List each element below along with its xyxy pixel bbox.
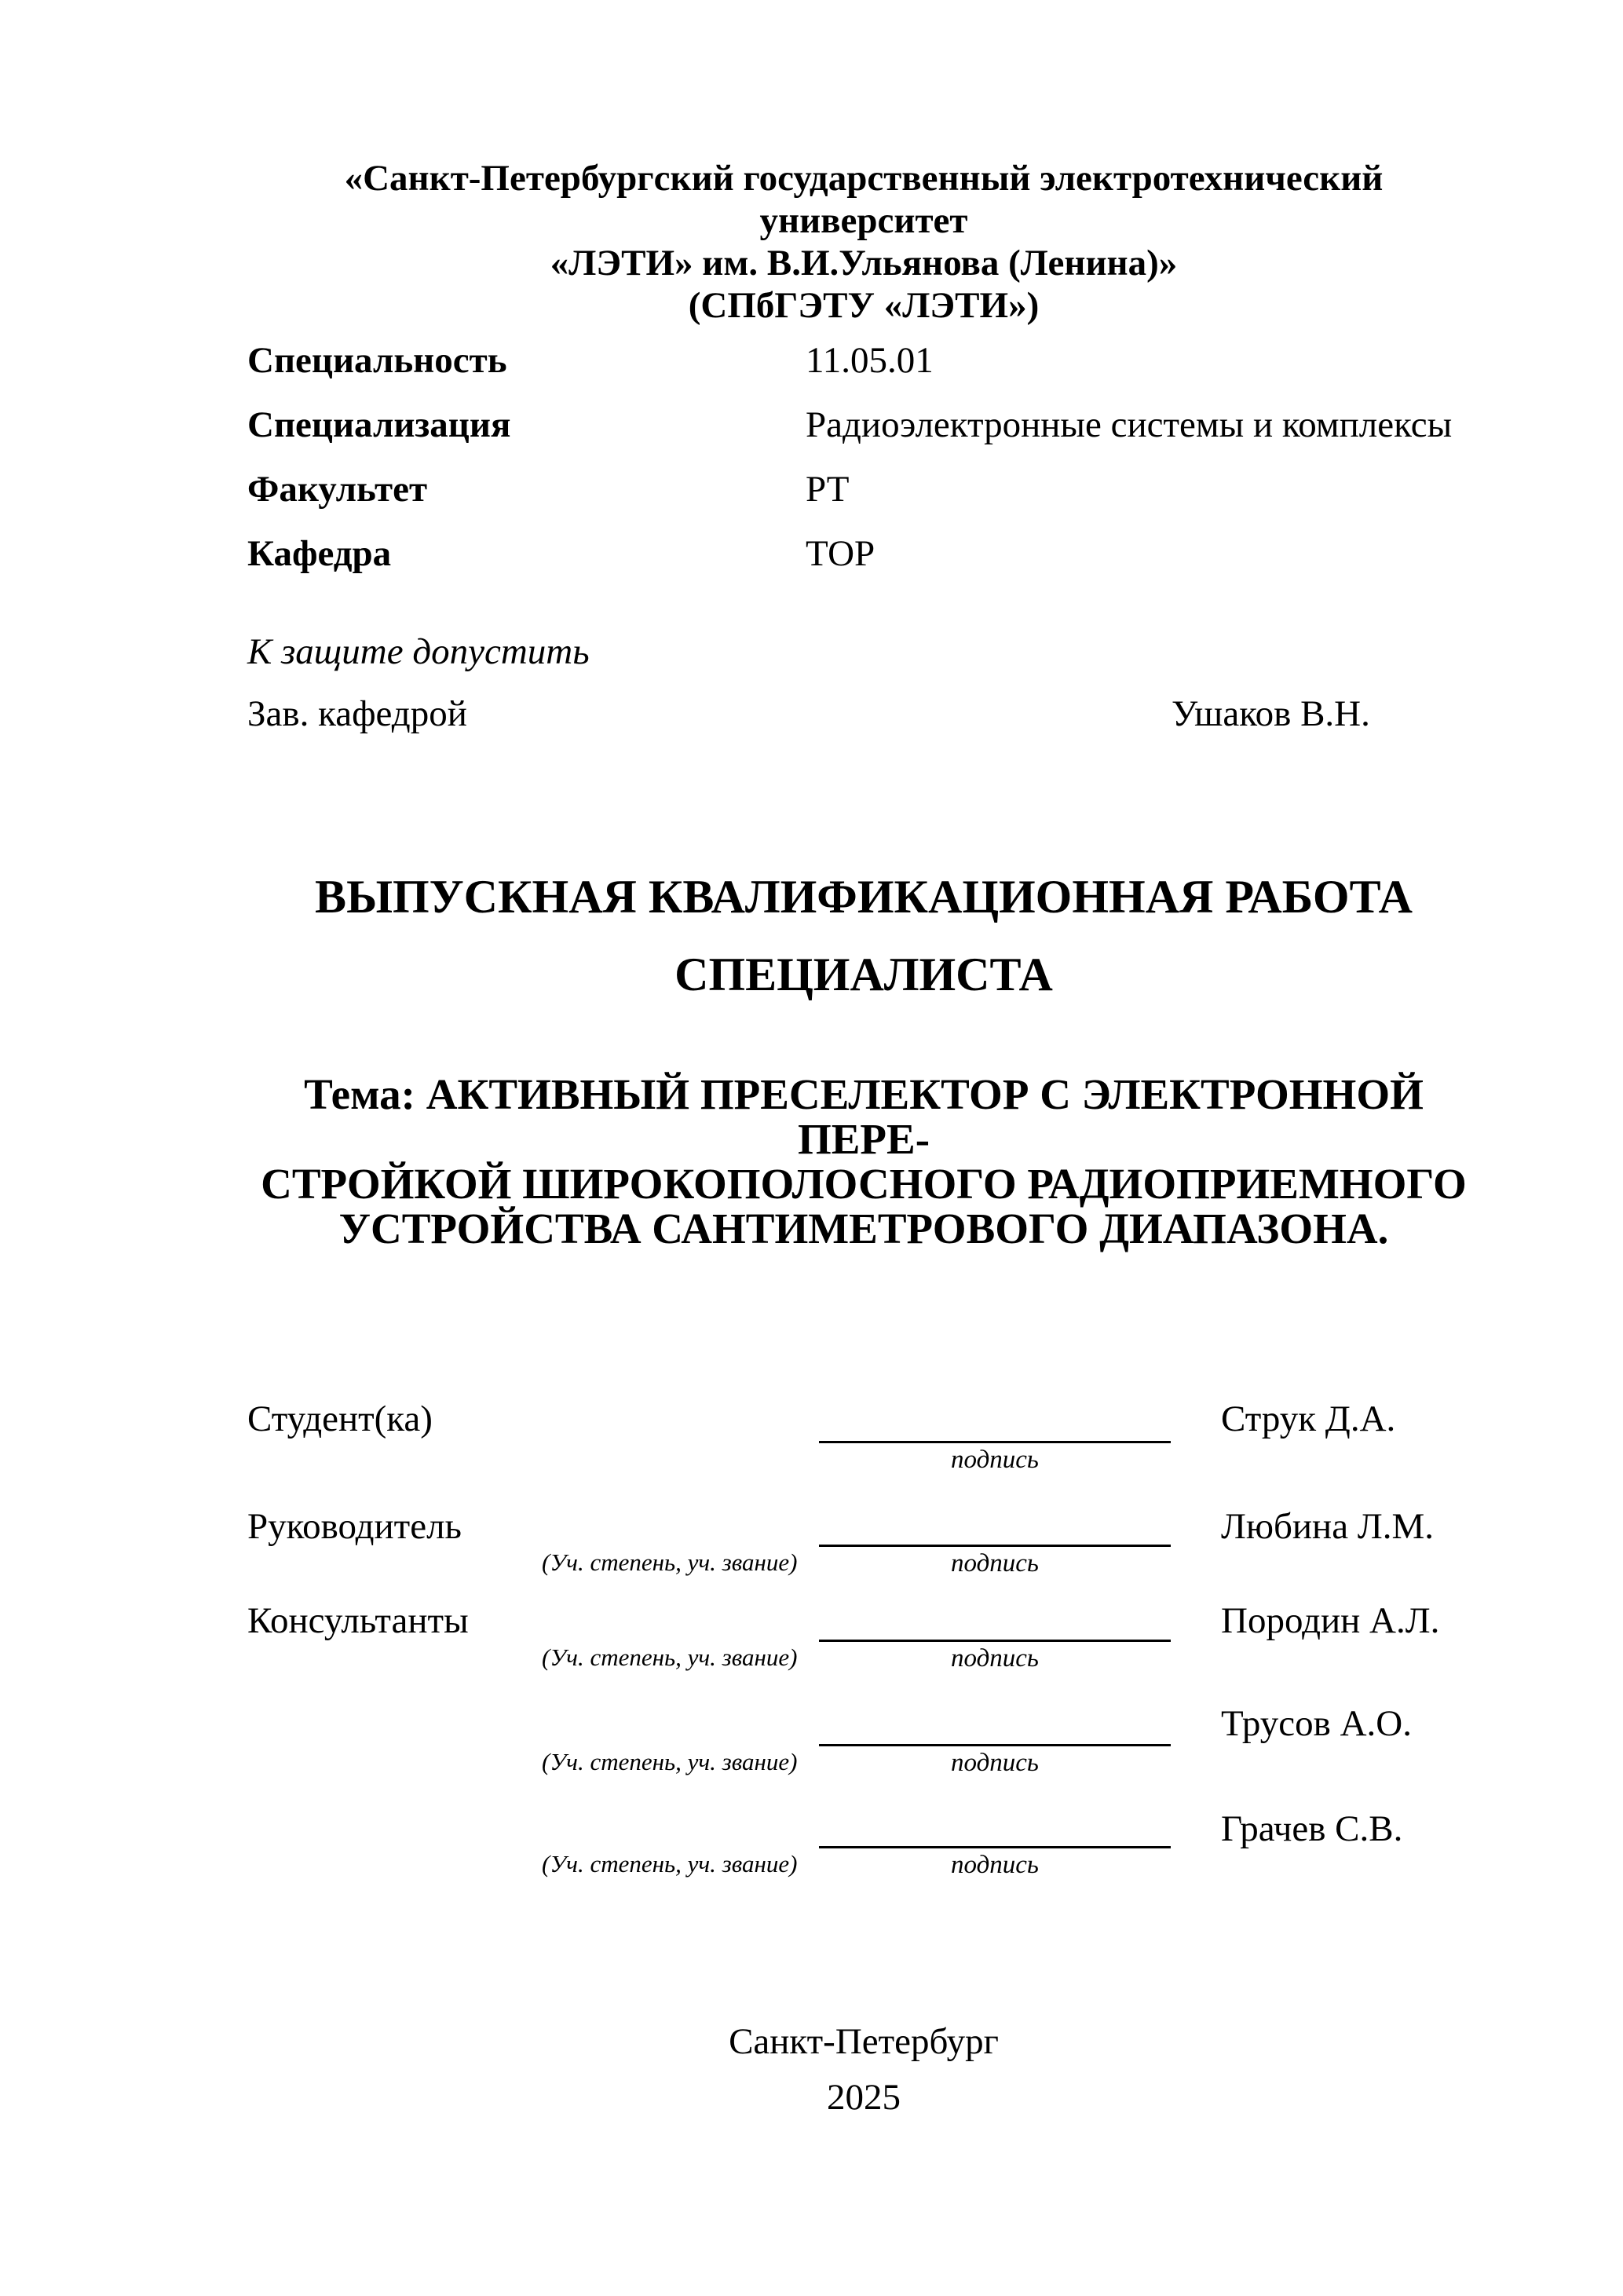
detail-value: Радиоэлектронные системы и комплексы xyxy=(806,404,1453,445)
signature-line xyxy=(819,1846,1171,1848)
signature-line xyxy=(819,1441,1171,1443)
detail-label: Факультет xyxy=(247,469,428,510)
work-title-line-1: ВЫПУСКНАЯ КВАЛИФИКАЦИОННАЯ РАБОТА xyxy=(315,871,1413,923)
signature-caption: подпись xyxy=(951,1749,1039,1777)
degree-caption: (Уч. степень, уч. звание) xyxy=(542,1850,798,1877)
program-details xyxy=(247,339,1480,597)
university-line-2: «ЛЭТИ» им. В.И.Ульянова (Ленина)» xyxy=(550,243,1178,283)
admission-head-name: Ушаков В.Н. xyxy=(1172,693,1370,734)
signature-role-label: Студент(ка) xyxy=(247,1398,433,1439)
detail-row-faculty xyxy=(247,468,1480,510)
signature-name: Любина Л.М. xyxy=(1221,1506,1434,1547)
detail-row-specialization xyxy=(247,404,1480,446)
work-title xyxy=(247,858,1480,1014)
signature-name: Трусов А.О. xyxy=(1221,1703,1412,1744)
university-header xyxy=(247,157,1480,327)
university-line-3: (СПбГЭТУ «ЛЭТИ») xyxy=(688,285,1040,326)
degree-caption: (Уч. степень, уч. звание) xyxy=(542,1643,798,1671)
detail-value: ТОР xyxy=(806,533,875,574)
university-line-1: «Санкт-Петербургский государственный электротехнический университет xyxy=(344,158,1384,241)
detail-row-department xyxy=(247,532,1480,575)
signature-line xyxy=(819,1744,1171,1746)
signature-caption: подпись xyxy=(951,1851,1039,1879)
degree-caption: (Уч. степень, уч. звание) xyxy=(542,1548,798,1576)
degree-caption: (Уч. степень, уч. звание) xyxy=(542,1748,798,1775)
detail-row-speciality xyxy=(247,339,1480,382)
detail-label: Специализация xyxy=(247,404,511,445)
signature-role-label: Руководитель xyxy=(247,1506,462,1547)
signature-caption: подпись xyxy=(951,1644,1039,1673)
admission-note: К защите допустить xyxy=(247,631,590,672)
theme-line-2: СТРОЙКОЙ ШИРОКОПОЛОСНОГО РАДИОПРИЕМНОГО xyxy=(261,1160,1467,1208)
signature-line xyxy=(819,1640,1171,1642)
work-title-line-2: СПЕЦИАЛИСТА xyxy=(674,949,1053,1000)
detail-value: РТ xyxy=(806,469,850,510)
theme-line-3: УСТРОЙСТВА САНТИМЕТРОВОГО ДИАПАЗОНА. xyxy=(338,1205,1389,1252)
detail-label: Кафедра xyxy=(247,533,392,574)
detail-value: 11.05.01 xyxy=(806,340,934,381)
detail-label: Специальность xyxy=(247,340,507,381)
theme-line-1: Тема: АКТИВНЫЙ ПРЕСЕЛЕКТОР С ЭЛЕКТРОННОЙ ПЕРЕ- xyxy=(304,1070,1424,1163)
signature-role-label: Консультанты xyxy=(247,1600,469,1641)
thesis-theme xyxy=(247,1072,1480,1251)
signature-caption: подпись xyxy=(951,1549,1039,1578)
signature-caption: подпись xyxy=(951,1446,1039,1474)
signature-line xyxy=(819,1545,1171,1547)
footer-city: Санкт-Петербург xyxy=(729,2021,999,2062)
signature-name: Струк Д.А. xyxy=(1221,1398,1396,1439)
signature-name: Породин А.Л. xyxy=(1221,1600,1440,1641)
admission-position: Зав. кафедрой xyxy=(247,693,467,734)
signature-name: Грачев С.В. xyxy=(1221,1808,1403,1849)
footer-year: 2025 xyxy=(827,2077,901,2118)
